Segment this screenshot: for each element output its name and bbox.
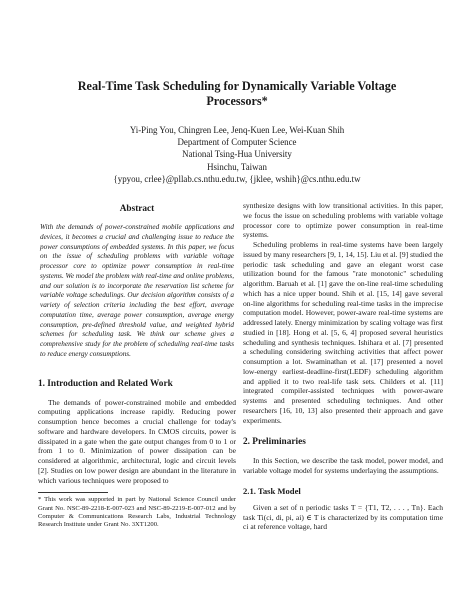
intro-continued-paragraph: synthesize designs with low transitional activities. In this paper, we focus the issue on scheduling problems with variable voltage processor core to optimize power consumption in real-time systems.	[243, 201, 443, 240]
department: Department of Computer Science	[177, 137, 297, 148]
author-block	[40, 124, 434, 185]
task-model-paragraph: Given a set of n periodic tasks T = {T1, T2, . . . , Tn}. Each task Ti(ci, di, pi, ai) ∈ T is characterized by its computation time ci at reference voltage, hard	[243, 502, 443, 532]
paper-title	[40, 79, 434, 109]
preliminaries-paragraph: In this Section, we describe the task model, power model, and variable voltage model for systems underlaying the assumptions.	[243, 456, 443, 475]
author-names: Yi-Ping You, Chingren Lee, Jenq-Kuen Lee, Wei-Kuan Shih	[129, 125, 345, 135]
section-2-heading: 2. Preliminaries	[243, 437, 306, 448]
university: National Tsing-Hua University	[182, 149, 292, 160]
title-line-1: Real-Time Task Scheduling for Dynamically Variable Voltage	[77, 79, 397, 93]
abstract-text: With the demands of power-constrained mobile applications and devices, it becomes a crucial and challenging issue to reduce the power consumptions of embedded systems. In this paper, we focus on the issue of scheduling problems with variable voltage processor core to optimize power consumption in real-time systems. We model the problem with real-time and online problems, and our solution is to incorporate the reservation list scheme for variable voltage schedulings. Our decision algorithm consists of a variety of selection criteria including the best effort, average computation time, average power consumption, average energy consumption, pre-defined threshold value, and weighted hybrid schemes for scheduling task. We think our scheme gives a comprehensive study for the problem of scheduling real-time tasks to reduce energy consumptions.	[40, 223, 234, 358]
footnote-text: * This work was supported in part by National Science Council under Grant No. NSC-89-2218-E-007-023 and NSC-89-2219-E-007-012 and by Computer & Communications Research Labs, Industrial Technology Research Institute under Grant No. 3XT1200.	[38, 496, 236, 529]
right-column	[243, 201, 443, 532]
footnote-rule	[38, 492, 108, 493]
section-1-paragraph: The demands of power-constrained mobile and embedded computing applications increase rapidly. Reducing power consumption hence becomes a crucial challenge for today's software and hardware developers. In CMOS circuits, power is dissipated in a gate when the gate output changes from 0 to 1 or from 1 to 0. Minimization of power dissipation can be considered at algorithmic, architectural, logic and circuit levels [2]. Studies on low power design are abundant in the literature in which various techniques were proposed to	[38, 397, 236, 485]
title-line-2: Processors*	[206, 94, 268, 108]
subsection-2-1-heading: 2.1. Task Model	[243, 485, 301, 496]
related-work-paragraph: Scheduling problems in real-time systems have been largely issued by many researchers [9, 1, 14, 15]. Liu et al. [9] studied the periodic task scheduling and gave an elegant worst case utilization bound for the famous "rate monotonic" scheduling algorithm. Baruah et al. [1] gave the on-line real-time scheduling which has a nice upper bound. Shih et al. [15, 14] gave several on-line algorithms for scheduling real-time tasks in the imprecise computation model. However, power-aware real-time systems are addressed lately. Energy minimization by scaling voltage was first studied in [18]. Hong et al. [5, 6, 4] proposed several heuristics scheduling and synthesis techniques. Ishihara et al. [7] presented a scheduling considering switching activities that affect power consumption a lot. Swaminathan et al. [17] presented a novel low-energy earliest-deadline-first(LEDF) scheduling algorithm and applied it to two real-life task sets. Childers et al. [11] integrated compiler-assisted techniques with power-aware systems and presented scheduling techniques. And other researchers [16, 10, 13] also presented their approach and gave experiments.	[243, 240, 443, 425]
author-emails: {ypyou, crlee}@pllab.cs.nthu.edu.tw, {jklee, wshih}@cs.nthu.edu.tw	[113, 173, 361, 184]
section-1-heading: 1. Introduction and Related Work	[38, 378, 173, 389]
left-column	[38, 203, 236, 529]
city: Hsinchu, Taiwan	[207, 161, 267, 172]
abstract-heading: Abstract	[119, 204, 155, 214]
